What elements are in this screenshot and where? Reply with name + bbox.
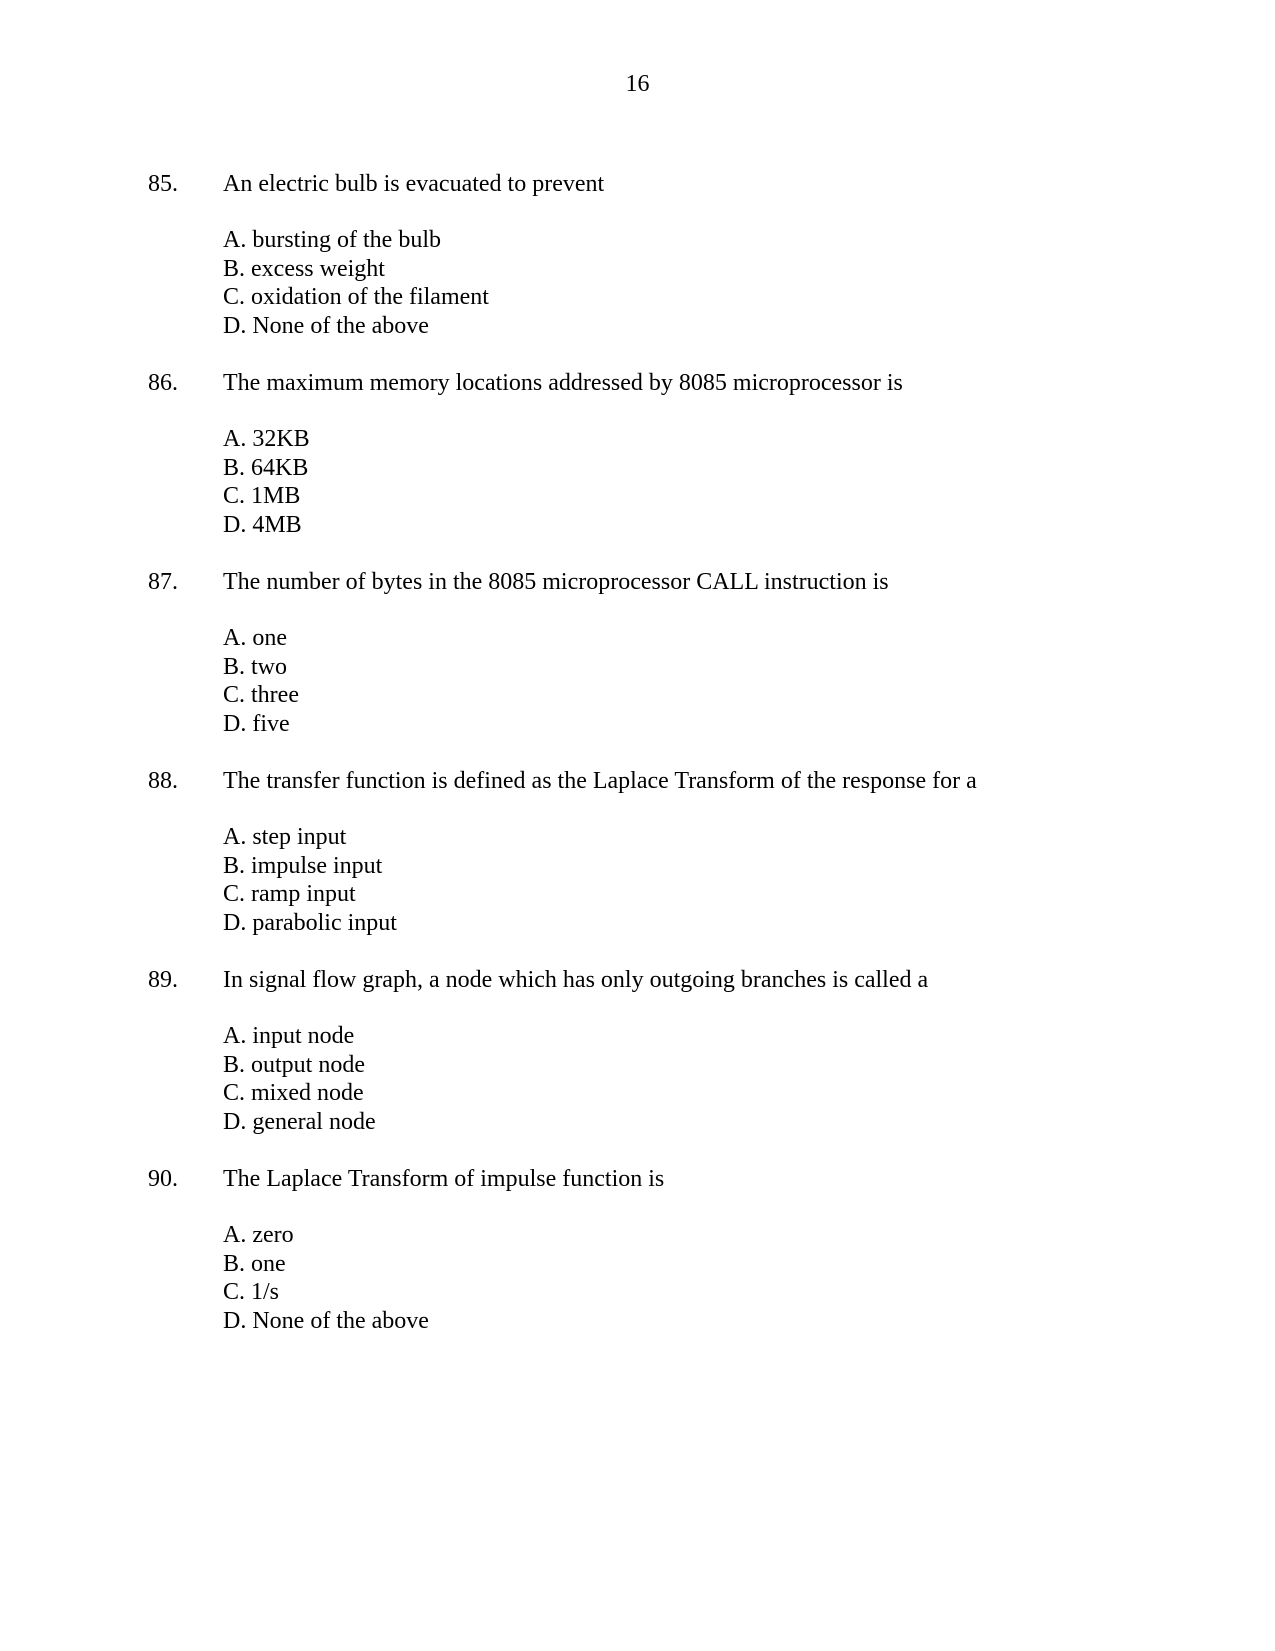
page-number: 16 <box>625 71 650 97</box>
question-list <box>0 170 1275 1364</box>
option-c: C. 1/s <box>223 1279 280 1305</box>
question-85 <box>0 170 1275 369</box>
option-c: C. mixed node <box>223 1080 364 1106</box>
option-b: B. excess weight <box>223 255 385 282</box>
question-87 <box>0 568 1275 767</box>
option-d: D. None of the above <box>223 1307 429 1334</box>
option-b: B. impulse input <box>223 852 383 879</box>
question-text: The transfer function is defined as the Laplace Transform of the response for a <box>223 768 977 794</box>
question-text: The maximum memory locations addressed by 8085 microprocessor is <box>223 370 903 396</box>
question-90 <box>0 1165 1275 1364</box>
option-c: C. 1MB <box>223 483 301 509</box>
question-89 <box>0 966 1275 1165</box>
option-a: A. zero <box>223 1222 294 1248</box>
question-text: The Laplace Transform of impulse function is <box>223 1166 665 1192</box>
question-number: 88. <box>148 768 178 794</box>
question-number: 89. <box>148 967 178 993</box>
option-a: A. input node <box>223 1023 355 1049</box>
question-number: 86. <box>148 370 178 396</box>
option-d: D. 4MB <box>223 511 302 538</box>
question-number: 85. <box>148 171 178 197</box>
question-88 <box>0 767 1275 966</box>
question-text: An electric bulb is evacuated to prevent <box>223 171 605 197</box>
option-d: D. five <box>223 710 290 737</box>
option-list <box>223 823 397 937</box>
option-b: B. one <box>223 1250 286 1277</box>
option-b: B. output node <box>223 1051 365 1078</box>
option-list <box>223 1221 429 1335</box>
option-a: A. bursting of the bulb <box>223 227 441 253</box>
option-a: A. one <box>223 625 287 651</box>
option-c: C. ramp input <box>223 881 356 907</box>
question-text: The number of bytes in the 8085 microprocessor CALL instruction is <box>223 569 889 595</box>
question-text: In signal flow graph, a node which has only outgoing branches is called a <box>223 967 929 993</box>
option-list <box>223 425 310 539</box>
question-number: 90. <box>148 1166 178 1192</box>
option-a: A. 32KB <box>223 426 310 452</box>
option-d: D. general node <box>223 1108 376 1135</box>
option-a: A. step input <box>223 824 347 850</box>
option-list <box>223 624 299 738</box>
option-c: C. three <box>223 682 299 708</box>
question-86 <box>0 369 1275 568</box>
option-c: C. oxidation of the filament <box>223 284 489 310</box>
option-b: B. two <box>223 653 288 680</box>
option-b: B. 64KB <box>223 454 309 481</box>
option-list <box>223 1022 376 1136</box>
option-d: D. None of the above <box>223 312 429 339</box>
option-d: D. parabolic input <box>223 909 397 936</box>
option-list <box>223 226 489 340</box>
question-number: 87. <box>148 569 178 595</box>
